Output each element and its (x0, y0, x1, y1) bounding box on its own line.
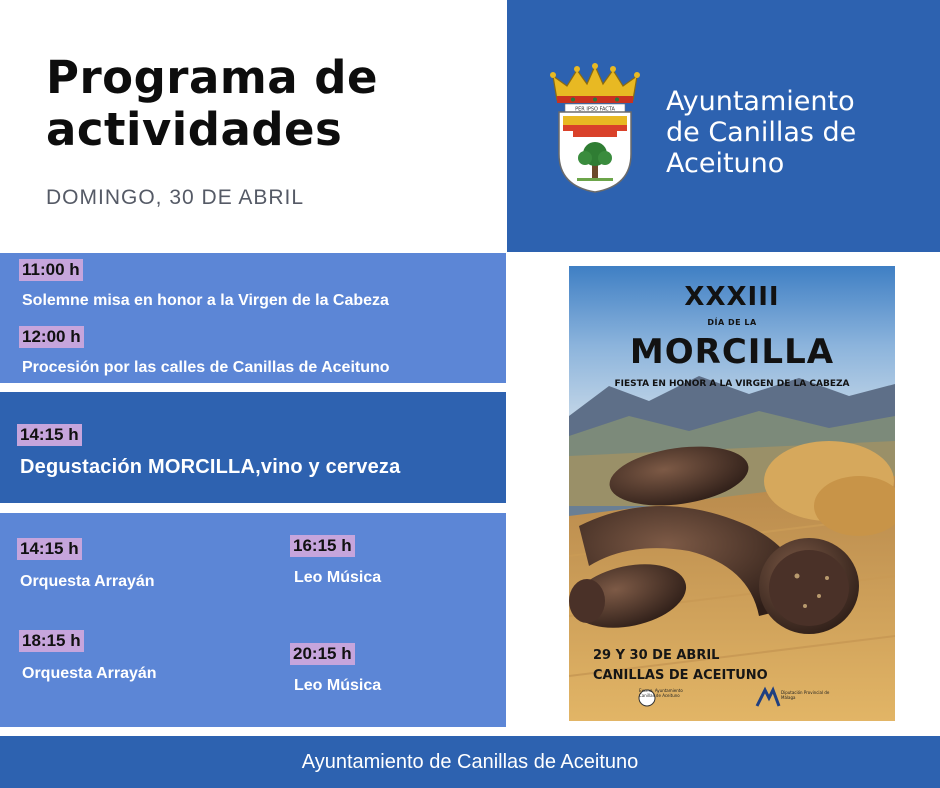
poster-edition: XXXIII (684, 282, 780, 312)
time-badge: 11:00 h (19, 259, 83, 281)
time-badge: 12:00 h (19, 326, 84, 348)
coat-of-arms-logo (543, 62, 647, 194)
schedule-block-music (0, 513, 506, 727)
header-banner (507, 0, 940, 252)
activity-label: Leo Música (294, 677, 382, 694)
event-date: DOMINGO, 30 DE ABRIL (46, 186, 305, 209)
poster-logo-diputacion: Diputación Provincial de Málaga (781, 690, 830, 700)
org-name-line-2: de Canillas de (666, 117, 857, 148)
organization-name (666, 86, 926, 179)
page-title (46, 52, 486, 156)
poster-place: CANILLAS DE ACEITUNO (593, 668, 768, 683)
schedule-block-morning (0, 253, 506, 383)
org-name-line-3: Aceituno (666, 148, 785, 179)
activity-label: Leo Música (294, 569, 382, 586)
title-line-1: Programa de (46, 51, 379, 104)
activity-label: Degustación MORCILLA,vino y cerveza (20, 456, 401, 478)
poster-title: MORCILLA (629, 332, 835, 372)
activity-label: Solemne misa en honor a la Virgen de la Cabeza (22, 292, 389, 309)
poster-dates: 29 Y 30 DE ABRIL (593, 648, 720, 663)
poster-dia-de-la: DÍA DE LA (707, 318, 757, 327)
poster-subtitle: FIESTA EN HONOR A LA VIRGEN DE LA CABEZA (614, 379, 850, 389)
org-name-line-1: Ayuntamiento (666, 86, 855, 117)
activity-label: Orquesta Arrayán (22, 665, 157, 682)
svg-text:PER IPSO FACTA: PER IPSO FACTA (575, 106, 615, 113)
poster-logo-ayuntamiento: Excmo. Ayuntamiento Canillas de Aceituno (639, 688, 683, 698)
time-badge: 20:15 h (290, 643, 355, 665)
schedule-block-tasting (0, 392, 506, 503)
event-poster (569, 266, 895, 721)
time-badge: 16:15 h (290, 535, 355, 557)
activity-label: Procesión por las calles de Canillas de Aceituno (22, 359, 390, 376)
title-line-2: actividades (46, 103, 343, 156)
footer-banner: Ayuntamiento de Canillas de Aceituno (0, 736, 940, 788)
time-badge: 14:15 h (17, 538, 82, 560)
activity-label: Orquesta Arrayán (20, 573, 155, 590)
time-badge: 14:15 h (17, 424, 82, 446)
time-badge: 18:15 h (19, 630, 84, 652)
